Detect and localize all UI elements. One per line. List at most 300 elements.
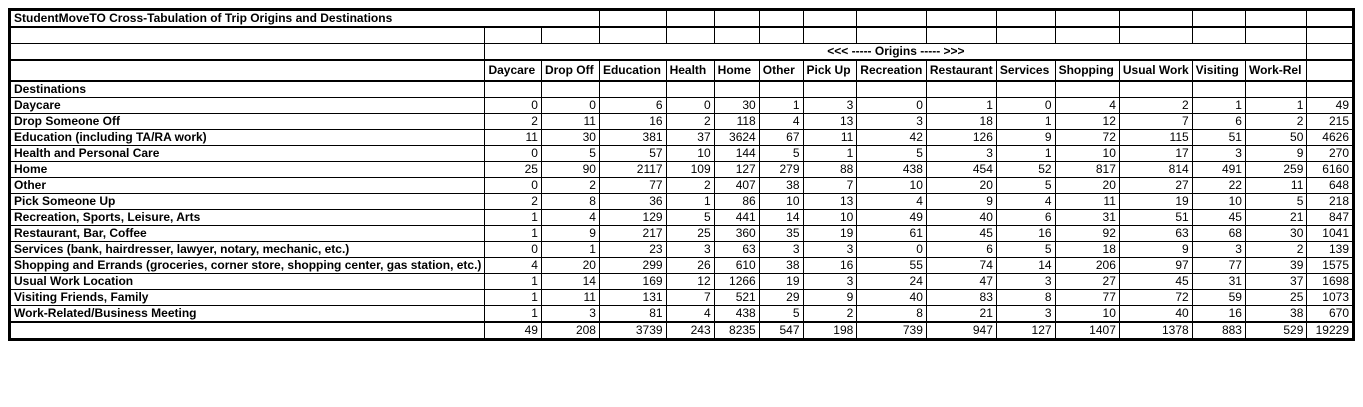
data-cell[interactable]: 8 bbox=[857, 306, 927, 323]
data-cell[interactable]: 25 bbox=[485, 162, 542, 178]
data-cell[interactable]: 40 bbox=[857, 290, 927, 306]
column-total-cell[interactable]: 947 bbox=[926, 322, 996, 340]
data-cell[interactable]: 9 bbox=[541, 226, 599, 242]
data-cell[interactable]: 77 bbox=[1055, 290, 1119, 306]
data-cell[interactable]: 47 bbox=[926, 274, 996, 290]
empty-cell[interactable] bbox=[714, 10, 759, 28]
data-cell[interactable]: 10 bbox=[803, 210, 857, 226]
empty-cell[interactable] bbox=[1307, 60, 1354, 81]
data-cell[interactable]: 18 bbox=[926, 114, 996, 130]
destinations-label-cell[interactable]: Destinations bbox=[10, 81, 485, 98]
row-label-cell[interactable]: Visiting Friends, Family bbox=[10, 290, 485, 306]
data-cell[interactable]: 9 bbox=[1119, 242, 1192, 258]
data-cell[interactable]: 1 bbox=[926, 98, 996, 114]
data-cell[interactable]: 9 bbox=[1245, 146, 1306, 162]
data-cell[interactable]: 14 bbox=[996, 258, 1055, 274]
data-cell[interactable]: 40 bbox=[1119, 306, 1192, 323]
data-cell[interactable]: 1 bbox=[1245, 98, 1306, 114]
data-cell[interactable]: 16 bbox=[599, 114, 666, 130]
data-cell[interactable]: 16 bbox=[803, 258, 857, 274]
data-cell[interactable]: 12 bbox=[1055, 114, 1119, 130]
data-cell[interactable]: 817 bbox=[1055, 162, 1119, 178]
empty-cell[interactable] bbox=[1192, 27, 1245, 44]
data-cell[interactable]: 3 bbox=[803, 242, 857, 258]
empty-cell[interactable] bbox=[759, 81, 803, 98]
data-cell[interactable]: 127 bbox=[714, 162, 759, 178]
data-cell[interactable]: 90 bbox=[541, 162, 599, 178]
data-cell[interactable]: 10 bbox=[1192, 194, 1245, 210]
empty-cell[interactable] bbox=[759, 10, 803, 28]
column-total-cell[interactable]: 739 bbox=[857, 322, 927, 340]
column-header-education[interactable]: Education bbox=[599, 60, 666, 81]
data-cell[interactable]: 299 bbox=[599, 258, 666, 274]
data-cell[interactable]: 16 bbox=[996, 226, 1055, 242]
data-cell[interactable]: 97 bbox=[1119, 258, 1192, 274]
data-cell[interactable]: 438 bbox=[714, 306, 759, 323]
column-total-cell[interactable]: 883 bbox=[1192, 322, 1245, 340]
data-cell[interactable]: 72 bbox=[1055, 130, 1119, 146]
column-total-cell[interactable]: 3739 bbox=[599, 322, 666, 340]
column-total-cell[interactable]: 1378 bbox=[1119, 322, 1192, 340]
empty-cell[interactable] bbox=[541, 27, 599, 44]
empty-cell[interactable] bbox=[1307, 44, 1354, 61]
data-cell[interactable]: 3 bbox=[1192, 242, 1245, 258]
data-cell[interactable]: 13 bbox=[803, 114, 857, 130]
data-cell[interactable]: 51 bbox=[1192, 130, 1245, 146]
data-cell[interactable]: 5 bbox=[857, 146, 927, 162]
data-cell[interactable]: 3 bbox=[1192, 146, 1245, 162]
data-cell[interactable]: 3 bbox=[803, 274, 857, 290]
data-cell[interactable]: 1 bbox=[759, 98, 803, 114]
data-cell[interactable]: 42 bbox=[857, 130, 927, 146]
data-cell[interactable]: 10 bbox=[666, 146, 714, 162]
empty-cell[interactable] bbox=[1119, 27, 1192, 44]
data-cell[interactable]: 11 bbox=[1055, 194, 1119, 210]
row-total-cell[interactable]: 270 bbox=[1307, 146, 1354, 162]
data-cell[interactable]: 16 bbox=[1192, 306, 1245, 323]
data-cell[interactable]: 14 bbox=[541, 274, 599, 290]
data-cell[interactable]: 1 bbox=[485, 274, 542, 290]
data-cell[interactable]: 4 bbox=[857, 194, 927, 210]
data-cell[interactable]: 9 bbox=[803, 290, 857, 306]
data-cell[interactable]: 5 bbox=[541, 146, 599, 162]
row-total-cell[interactable]: 1041 bbox=[1307, 226, 1354, 242]
row-total-cell[interactable]: 1575 bbox=[1307, 258, 1354, 274]
column-total-cell[interactable]: 1407 bbox=[1055, 322, 1119, 340]
row-label-cell[interactable]: Shopping and Errands (groceries, corner store, shopping center, gas station, etc.) bbox=[10, 258, 485, 274]
data-cell[interactable]: 3 bbox=[996, 306, 1055, 323]
empty-cell[interactable] bbox=[759, 27, 803, 44]
data-cell[interactable]: 2 bbox=[541, 178, 599, 194]
data-cell[interactable]: 9 bbox=[926, 194, 996, 210]
data-cell[interactable]: 40 bbox=[926, 210, 996, 226]
empty-cell[interactable] bbox=[996, 10, 1055, 28]
data-cell[interactable]: 55 bbox=[857, 258, 927, 274]
data-cell[interactable]: 8 bbox=[541, 194, 599, 210]
row-total-cell[interactable]: 670 bbox=[1307, 306, 1354, 323]
data-cell[interactable]: 11 bbox=[485, 130, 542, 146]
row-total-cell[interactable]: 49 bbox=[1307, 98, 1354, 114]
empty-cell[interactable] bbox=[1119, 81, 1192, 98]
data-cell[interactable]: 68 bbox=[1192, 226, 1245, 242]
data-cell[interactable]: 18 bbox=[1055, 242, 1119, 258]
data-cell[interactable]: 4 bbox=[541, 210, 599, 226]
row-total-cell[interactable]: 4626 bbox=[1307, 130, 1354, 146]
data-cell[interactable]: 51 bbox=[1119, 210, 1192, 226]
empty-cell[interactable] bbox=[926, 10, 996, 28]
empty-cell[interactable] bbox=[714, 81, 759, 98]
data-cell[interactable]: 1 bbox=[485, 290, 542, 306]
data-cell[interactable]: 1 bbox=[666, 194, 714, 210]
origins-banner[interactable]: <<< ----- Origins ----- >>> bbox=[485, 44, 1307, 61]
empty-cell[interactable] bbox=[10, 44, 485, 61]
empty-cell[interactable] bbox=[10, 322, 485, 340]
data-cell[interactable]: 14 bbox=[759, 210, 803, 226]
row-total-cell[interactable]: 215 bbox=[1307, 114, 1354, 130]
data-cell[interactable]: 20 bbox=[541, 258, 599, 274]
empty-cell[interactable] bbox=[1192, 10, 1245, 28]
data-cell[interactable]: 30 bbox=[541, 130, 599, 146]
data-cell[interactable]: 20 bbox=[926, 178, 996, 194]
empty-cell[interactable] bbox=[10, 60, 485, 81]
grand-total-cell[interactable]: 19229 bbox=[1307, 322, 1354, 340]
empty-cell[interactable] bbox=[857, 27, 927, 44]
data-cell[interactable]: 381 bbox=[599, 130, 666, 146]
data-cell[interactable]: 81 bbox=[599, 306, 666, 323]
data-cell[interactable]: 5 bbox=[666, 210, 714, 226]
data-cell[interactable]: 2 bbox=[666, 178, 714, 194]
data-cell[interactable]: 21 bbox=[1245, 210, 1306, 226]
data-cell[interactable]: 36 bbox=[599, 194, 666, 210]
column-header-shopping[interactable]: Shopping bbox=[1055, 60, 1119, 81]
data-cell[interactable]: 5 bbox=[759, 306, 803, 323]
data-cell[interactable]: 24 bbox=[857, 274, 927, 290]
data-cell[interactable]: 35 bbox=[759, 226, 803, 242]
data-cell[interactable]: 5 bbox=[996, 178, 1055, 194]
data-cell[interactable]: 131 bbox=[599, 290, 666, 306]
data-cell[interactable]: 13 bbox=[803, 194, 857, 210]
empty-cell[interactable] bbox=[1055, 81, 1119, 98]
data-cell[interactable]: 610 bbox=[714, 258, 759, 274]
data-cell[interactable]: 5 bbox=[1245, 194, 1306, 210]
data-cell[interactable]: 0 bbox=[485, 146, 542, 162]
empty-cell[interactable] bbox=[926, 81, 996, 98]
data-cell[interactable]: 88 bbox=[803, 162, 857, 178]
data-cell[interactable]: 0 bbox=[541, 98, 599, 114]
data-cell[interactable]: 63 bbox=[714, 242, 759, 258]
data-cell[interactable]: 37 bbox=[666, 130, 714, 146]
data-cell[interactable]: 2 bbox=[1245, 114, 1306, 130]
data-cell[interactable]: 118 bbox=[714, 114, 759, 130]
data-cell[interactable]: 31 bbox=[1192, 274, 1245, 290]
data-cell[interactable]: 0 bbox=[485, 178, 542, 194]
row-label-cell[interactable]: Pick Someone Up bbox=[10, 194, 485, 210]
data-cell[interactable]: 6 bbox=[996, 210, 1055, 226]
data-cell[interactable]: 6 bbox=[926, 242, 996, 258]
row-label-cell[interactable]: Restaurant, Bar, Coffee bbox=[10, 226, 485, 242]
data-cell[interactable]: 11 bbox=[541, 114, 599, 130]
data-cell[interactable]: 67 bbox=[759, 130, 803, 146]
column-total-cell[interactable]: 208 bbox=[541, 322, 599, 340]
data-cell[interactable]: 441 bbox=[714, 210, 759, 226]
column-total-cell[interactable]: 547 bbox=[759, 322, 803, 340]
data-cell[interactable]: 11 bbox=[1245, 178, 1306, 194]
data-cell[interactable]: 11 bbox=[541, 290, 599, 306]
data-cell[interactable]: 3624 bbox=[714, 130, 759, 146]
data-cell[interactable]: 4 bbox=[1055, 98, 1119, 114]
data-cell[interactable]: 491 bbox=[1192, 162, 1245, 178]
data-cell[interactable]: 63 bbox=[1119, 226, 1192, 242]
column-header-drop-off[interactable]: Drop Off bbox=[541, 60, 599, 81]
data-cell[interactable]: 77 bbox=[1192, 258, 1245, 274]
column-header-restaurant[interactable]: Restaurant bbox=[926, 60, 996, 81]
data-cell[interactable]: 169 bbox=[599, 274, 666, 290]
data-cell[interactable]: 86 bbox=[714, 194, 759, 210]
data-cell[interactable]: 1266 bbox=[714, 274, 759, 290]
data-cell[interactable]: 3 bbox=[996, 274, 1055, 290]
data-cell[interactable]: 31 bbox=[1055, 210, 1119, 226]
data-cell[interactable]: 39 bbox=[1245, 258, 1306, 274]
data-cell[interactable]: 1 bbox=[996, 114, 1055, 130]
data-cell[interactable]: 22 bbox=[1192, 178, 1245, 194]
data-cell[interactable]: 27 bbox=[1055, 274, 1119, 290]
empty-cell[interactable] bbox=[803, 27, 857, 44]
empty-cell[interactable] bbox=[857, 10, 927, 28]
data-cell[interactable]: 38 bbox=[1245, 306, 1306, 323]
data-cell[interactable]: 3 bbox=[759, 242, 803, 258]
row-total-cell[interactable]: 648 bbox=[1307, 178, 1354, 194]
data-cell[interactable]: 25 bbox=[1245, 290, 1306, 306]
data-cell[interactable]: 2 bbox=[803, 306, 857, 323]
data-cell[interactable]: 1 bbox=[485, 210, 542, 226]
data-cell[interactable]: 37 bbox=[1245, 274, 1306, 290]
data-cell[interactable]: 4 bbox=[485, 258, 542, 274]
data-cell[interactable]: 0 bbox=[996, 98, 1055, 114]
data-cell[interactable]: 1 bbox=[485, 226, 542, 242]
data-cell[interactable]: 129 bbox=[599, 210, 666, 226]
data-cell[interactable]: 19 bbox=[803, 226, 857, 242]
data-cell[interactable]: 10 bbox=[1055, 146, 1119, 162]
data-cell[interactable]: 2117 bbox=[599, 162, 666, 178]
row-label-cell[interactable]: Usual Work Location bbox=[10, 274, 485, 290]
column-header-recreation[interactable]: Recreation bbox=[857, 60, 927, 81]
data-cell[interactable]: 1 bbox=[803, 146, 857, 162]
row-total-cell[interactable]: 1698 bbox=[1307, 274, 1354, 290]
data-cell[interactable]: 20 bbox=[1055, 178, 1119, 194]
data-cell[interactable]: 126 bbox=[926, 130, 996, 146]
empty-cell[interactable] bbox=[485, 27, 542, 44]
column-total-cell[interactable]: 127 bbox=[996, 322, 1055, 340]
data-cell[interactable]: 8 bbox=[996, 290, 1055, 306]
data-cell[interactable]: 1 bbox=[485, 306, 542, 323]
empty-cell[interactable] bbox=[857, 81, 927, 98]
data-cell[interactable]: 7 bbox=[666, 290, 714, 306]
data-cell[interactable]: 72 bbox=[1119, 290, 1192, 306]
data-cell[interactable]: 49 bbox=[857, 210, 927, 226]
data-cell[interactable]: 2 bbox=[1245, 242, 1306, 258]
empty-cell[interactable] bbox=[666, 27, 714, 44]
row-label-cell[interactable]: Drop Someone Off bbox=[10, 114, 485, 130]
empty-cell[interactable] bbox=[1055, 27, 1119, 44]
data-cell[interactable]: 3 bbox=[857, 114, 927, 130]
column-total-cell[interactable]: 49 bbox=[485, 322, 542, 340]
column-header-health[interactable]: Health bbox=[666, 60, 714, 81]
row-label-cell[interactable]: Education (including TA/RA work) bbox=[10, 130, 485, 146]
data-cell[interactable]: 4 bbox=[759, 114, 803, 130]
data-cell[interactable]: 3 bbox=[803, 98, 857, 114]
data-cell[interactable]: 0 bbox=[485, 242, 542, 258]
data-cell[interactable]: 3 bbox=[926, 146, 996, 162]
column-header-usual-work[interactable]: Usual Work bbox=[1119, 60, 1192, 81]
column-header-home[interactable]: Home bbox=[714, 60, 759, 81]
data-cell[interactable]: 6 bbox=[599, 98, 666, 114]
column-total-cell[interactable]: 529 bbox=[1245, 322, 1306, 340]
empty-cell[interactable] bbox=[599, 27, 666, 44]
column-header-pick-up[interactable]: Pick Up bbox=[803, 60, 857, 81]
data-cell[interactable]: 30 bbox=[1245, 226, 1306, 242]
column-total-cell[interactable]: 8235 bbox=[714, 322, 759, 340]
row-total-cell[interactable]: 218 bbox=[1307, 194, 1354, 210]
row-label-cell[interactable]: Recreation, Sports, Leisure, Arts bbox=[10, 210, 485, 226]
data-cell[interactable]: 1 bbox=[996, 146, 1055, 162]
data-cell[interactable]: 7 bbox=[803, 178, 857, 194]
data-cell[interactable]: 259 bbox=[1245, 162, 1306, 178]
row-total-cell[interactable]: 139 bbox=[1307, 242, 1354, 258]
data-cell[interactable]: 45 bbox=[926, 226, 996, 242]
data-cell[interactable]: 12 bbox=[666, 274, 714, 290]
table-title-cell[interactable]: StudentMoveTO Cross-Tabulation of Trip Origins and Destinations bbox=[10, 10, 600, 28]
data-cell[interactable]: 17 bbox=[1119, 146, 1192, 162]
empty-cell[interactable] bbox=[1055, 10, 1119, 28]
data-cell[interactable]: 2 bbox=[485, 114, 542, 130]
data-cell[interactable]: 0 bbox=[666, 98, 714, 114]
data-cell[interactable]: 438 bbox=[857, 162, 927, 178]
data-cell[interactable]: 115 bbox=[1119, 130, 1192, 146]
empty-cell[interactable] bbox=[666, 81, 714, 98]
data-cell[interactable]: 77 bbox=[599, 178, 666, 194]
data-cell[interactable]: 21 bbox=[926, 306, 996, 323]
empty-cell[interactable] bbox=[1192, 81, 1245, 98]
data-cell[interactable]: 2 bbox=[666, 114, 714, 130]
empty-cell[interactable] bbox=[926, 27, 996, 44]
empty-cell[interactable] bbox=[803, 10, 857, 28]
row-label-cell[interactable]: Home bbox=[10, 162, 485, 178]
data-cell[interactable]: 92 bbox=[1055, 226, 1119, 242]
empty-cell[interactable] bbox=[599, 81, 666, 98]
empty-cell[interactable] bbox=[1245, 81, 1306, 98]
row-label-cell[interactable]: Services (bank, hairdresser, lawyer, notary, mechanic, etc.) bbox=[10, 242, 485, 258]
data-cell[interactable]: 109 bbox=[666, 162, 714, 178]
data-cell[interactable]: 29 bbox=[759, 290, 803, 306]
data-cell[interactable]: 5 bbox=[996, 242, 1055, 258]
data-cell[interactable]: 45 bbox=[1192, 210, 1245, 226]
data-cell[interactable]: 0 bbox=[485, 98, 542, 114]
data-cell[interactable]: 61 bbox=[857, 226, 927, 242]
column-header-daycare[interactable]: Daycare bbox=[485, 60, 542, 81]
row-total-cell[interactable]: 1073 bbox=[1307, 290, 1354, 306]
empty-cell[interactable] bbox=[996, 81, 1055, 98]
data-cell[interactable]: 23 bbox=[599, 242, 666, 258]
data-cell[interactable]: 0 bbox=[857, 98, 927, 114]
data-cell[interactable]: 83 bbox=[926, 290, 996, 306]
data-cell[interactable]: 30 bbox=[714, 98, 759, 114]
data-cell[interactable]: 2 bbox=[1119, 98, 1192, 114]
data-cell[interactable]: 9 bbox=[996, 130, 1055, 146]
empty-cell[interactable] bbox=[1245, 10, 1306, 28]
data-cell[interactable]: 10 bbox=[759, 194, 803, 210]
data-cell[interactable]: 521 bbox=[714, 290, 759, 306]
data-cell[interactable]: 26 bbox=[666, 258, 714, 274]
data-cell[interactable]: 38 bbox=[759, 178, 803, 194]
row-label-cell[interactable]: Other bbox=[10, 178, 485, 194]
data-cell[interactable]: 360 bbox=[714, 226, 759, 242]
data-cell[interactable]: 0 bbox=[857, 242, 927, 258]
empty-cell[interactable] bbox=[1307, 81, 1354, 98]
column-total-cell[interactable]: 198 bbox=[803, 322, 857, 340]
data-cell[interactable]: 2 bbox=[485, 194, 542, 210]
row-total-cell[interactable]: 6160 bbox=[1307, 162, 1354, 178]
data-cell[interactable]: 5 bbox=[759, 146, 803, 162]
data-cell[interactable]: 7 bbox=[1119, 114, 1192, 130]
data-cell[interactable]: 25 bbox=[666, 226, 714, 242]
empty-cell[interactable] bbox=[10, 27, 485, 44]
empty-cell[interactable] bbox=[1245, 27, 1306, 44]
data-cell[interactable]: 407 bbox=[714, 178, 759, 194]
data-cell[interactable]: 19 bbox=[759, 274, 803, 290]
data-cell[interactable]: 11 bbox=[803, 130, 857, 146]
empty-cell[interactable] bbox=[599, 10, 666, 28]
data-cell[interactable]: 74 bbox=[926, 258, 996, 274]
data-cell[interactable]: 206 bbox=[1055, 258, 1119, 274]
data-cell[interactable]: 50 bbox=[1245, 130, 1306, 146]
data-cell[interactable]: 4 bbox=[666, 306, 714, 323]
empty-cell[interactable] bbox=[485, 81, 542, 98]
empty-cell[interactable] bbox=[541, 81, 599, 98]
column-header-work-rel[interactable]: Work-Rel bbox=[1245, 60, 1306, 81]
data-cell[interactable]: 3 bbox=[541, 306, 599, 323]
empty-cell[interactable] bbox=[1307, 10, 1354, 28]
data-cell[interactable]: 1 bbox=[1192, 98, 1245, 114]
row-label-cell[interactable]: Daycare bbox=[10, 98, 485, 114]
row-label-cell[interactable]: Work-Related/Business Meeting bbox=[10, 306, 485, 323]
empty-cell[interactable] bbox=[666, 10, 714, 28]
column-header-visiting[interactable]: Visiting bbox=[1192, 60, 1245, 81]
data-cell[interactable]: 27 bbox=[1119, 178, 1192, 194]
empty-cell[interactable] bbox=[803, 81, 857, 98]
data-cell[interactable]: 38 bbox=[759, 258, 803, 274]
data-cell[interactable]: 6 bbox=[1192, 114, 1245, 130]
empty-cell[interactable] bbox=[1307, 27, 1354, 44]
data-cell[interactable]: 279 bbox=[759, 162, 803, 178]
row-label-cell[interactable]: Health and Personal Care bbox=[10, 146, 485, 162]
data-cell[interactable]: 57 bbox=[599, 146, 666, 162]
data-cell[interactable]: 19 bbox=[1119, 194, 1192, 210]
row-total-cell[interactable]: 847 bbox=[1307, 210, 1354, 226]
data-cell[interactable]: 4 bbox=[996, 194, 1055, 210]
data-cell[interactable]: 3 bbox=[666, 242, 714, 258]
empty-cell[interactable] bbox=[714, 27, 759, 44]
data-cell[interactable]: 454 bbox=[926, 162, 996, 178]
empty-cell[interactable] bbox=[1119, 10, 1192, 28]
data-cell[interactable]: 45 bbox=[1119, 274, 1192, 290]
data-cell[interactable]: 1 bbox=[541, 242, 599, 258]
column-header-services[interactable]: Services bbox=[996, 60, 1055, 81]
data-cell[interactable]: 10 bbox=[857, 178, 927, 194]
column-total-cell[interactable]: 243 bbox=[666, 322, 714, 340]
empty-cell[interactable] bbox=[996, 27, 1055, 44]
column-header-other[interactable]: Other bbox=[759, 60, 803, 81]
data-cell[interactable]: 59 bbox=[1192, 290, 1245, 306]
